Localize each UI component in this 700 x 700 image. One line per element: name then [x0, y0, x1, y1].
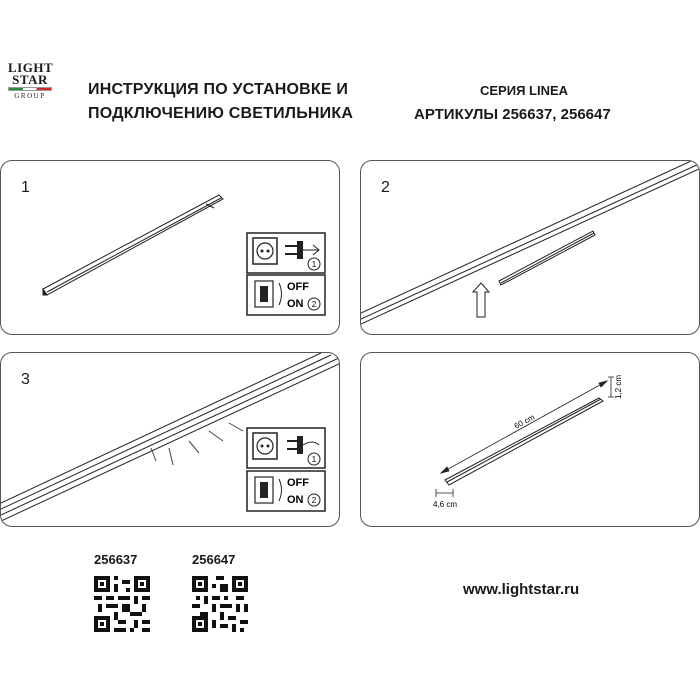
articles-label: АРТИКУЛЫ 256637, 256647: [414, 106, 611, 123]
step-2-number: 2: [381, 179, 390, 196]
width-label: 4,6 cm: [433, 500, 458, 509]
step-3-illustration: [1, 353, 340, 527]
title-line2: ПОДКЛЮЧЕНИЮ СВЕТИЛЬНИКА: [88, 105, 354, 122]
light-bar: [43, 195, 223, 295]
series-block: [414, 79, 611, 127]
switch-off-label: OFF: [287, 477, 309, 489]
step-1-panel: [0, 160, 340, 335]
badge-1: 1: [311, 260, 317, 269]
step-3-panel: [0, 352, 340, 527]
logo-line1: LIGHT: [8, 60, 54, 75]
dimensions-panel: [360, 352, 700, 527]
switch-box: [247, 471, 325, 511]
length-label: 60 cm: [512, 412, 537, 431]
mounting-rail: [361, 161, 700, 324]
title-line1: ИНСТРУКЦИЯ ПО УСТАНОВКЕ И: [88, 81, 349, 98]
dimensions-illustration: [361, 353, 700, 527]
step-1-number: 1: [21, 179, 30, 196]
page-title: [88, 78, 353, 126]
switch-on-label: ON: [287, 298, 304, 310]
light-bar: [445, 398, 603, 485]
qr-code-2[interactable]: [192, 576, 248, 632]
step-2-illustration: [361, 161, 700, 335]
light-rays: [151, 423, 243, 465]
height-label: 1,2 cm: [614, 374, 623, 399]
up-arrow-icon: [473, 283, 489, 317]
switch-on-label: ON: [287, 494, 304, 506]
badge-2: 2: [311, 300, 317, 309]
step-1-illustration: [1, 161, 340, 335]
logo-line2: STAR: [12, 72, 48, 87]
logo-line3: GROUP: [14, 92, 46, 100]
lightstar-logo: [8, 62, 52, 101]
step-2-panel: [360, 160, 700, 335]
step-3-number: 3: [21, 371, 30, 388]
qr-code-1[interactable]: [94, 576, 150, 632]
badge-1: 1: [311, 455, 317, 464]
switch-off-label: OFF: [287, 281, 309, 293]
article-code-1: 256637: [94, 552, 138, 567]
logo-flag-stripe: [8, 87, 52, 91]
website-link[interactable]: www.lightstar.ru: [463, 581, 580, 598]
width-dimension-line: [436, 489, 453, 497]
series-label: СЕРИЯ LINEA: [480, 83, 569, 98]
switch-box: [247, 275, 325, 315]
article-code-2: 256647: [192, 552, 236, 567]
badge-2: 2: [311, 496, 317, 505]
